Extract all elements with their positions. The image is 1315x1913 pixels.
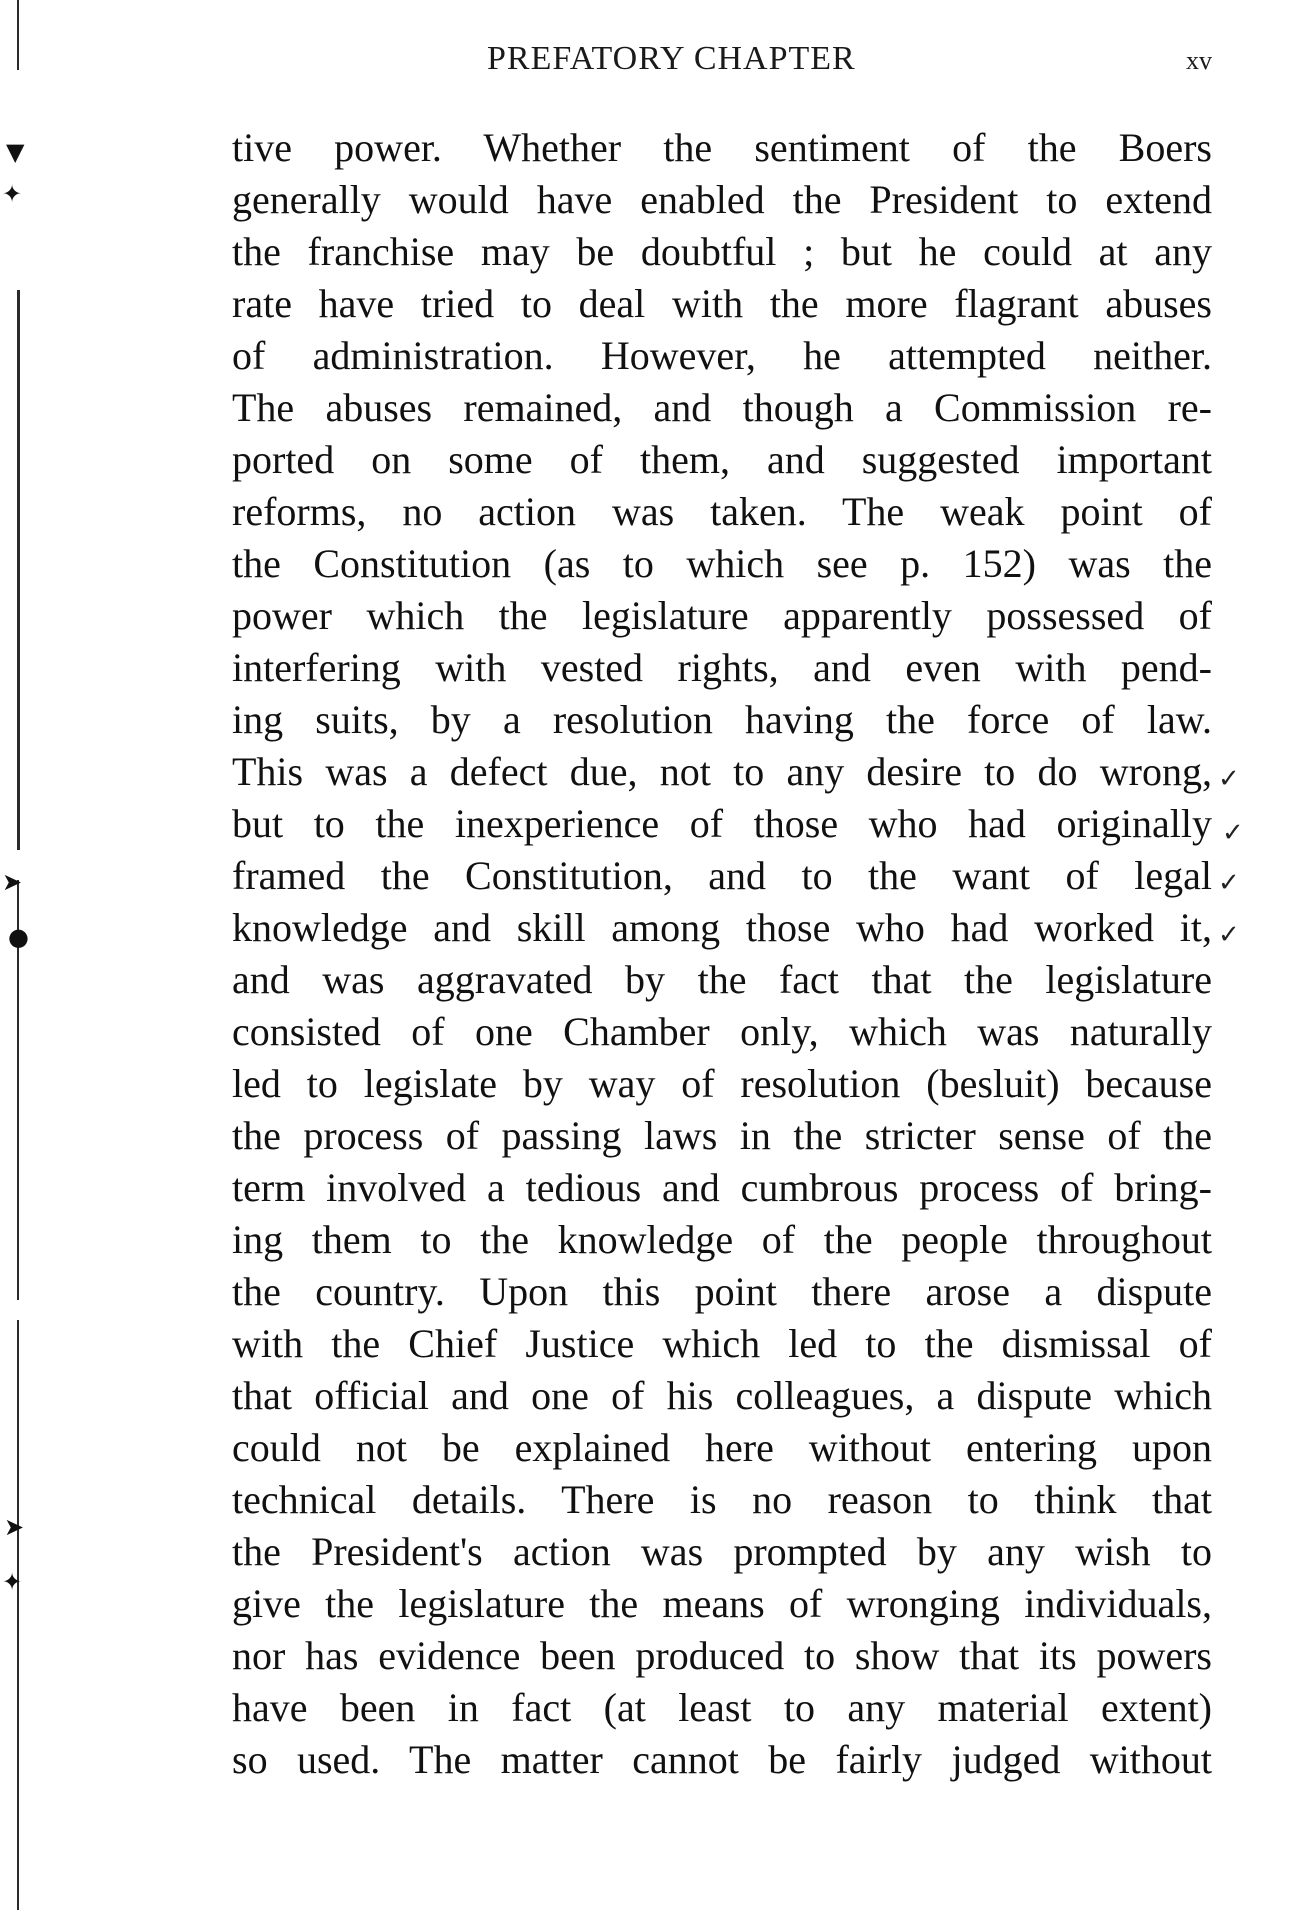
arrow-mark-icon: ▼ bbox=[6, 138, 25, 166]
arrow-mark-icon: ✦ bbox=[2, 180, 23, 208]
text-line: the Constitution (as to which see p. 152) was the bbox=[232, 541, 1212, 586]
text-line: have been in fact (at least to any material extent) bbox=[232, 1685, 1212, 1730]
arrow-mark-icon: ✦ bbox=[2, 1568, 23, 1596]
text-line: generally would have enabled the President to extend bbox=[232, 177, 1212, 222]
text-line: ported on some of them, and suggested important bbox=[232, 437, 1212, 482]
pencil-tick-icon: ✓ bbox=[1218, 868, 1240, 898]
text-line: reforms, no action was taken. The weak point of bbox=[232, 489, 1212, 534]
text-line: tive power. Whether the sentiment of the Boers bbox=[232, 125, 1212, 170]
body-text bbox=[232, 122, 1212, 1786]
text-line: the franchise may be doubtful ; but he could at any bbox=[232, 229, 1212, 274]
text-line: power which the legislature apparently possessed of bbox=[232, 593, 1212, 638]
text-line: ing them to the knowledge of the people throughout bbox=[232, 1217, 1212, 1262]
text-line: of administration. However, he attempted neither. bbox=[232, 333, 1212, 378]
text-line: nor has evidence been produced to show that its powers bbox=[232, 1633, 1212, 1678]
arrow-mark-icon: ➤ bbox=[2, 868, 23, 896]
pencil-tick-icon: ✓ bbox=[1218, 764, 1240, 794]
text-line: knowledge and skill among those who had worked it, bbox=[232, 905, 1212, 950]
text-line: that official and one of his colleagues, a dispute which bbox=[232, 1373, 1212, 1418]
text-line: the country. Upon this point there arose a dispute bbox=[232, 1269, 1212, 1314]
running-title: PREFATORY CHAPTER bbox=[487, 40, 856, 77]
text-line: consisted of one Chamber only, which was naturally bbox=[232, 1009, 1212, 1054]
text-line: but to the inexperience of those who had originally bbox=[232, 801, 1212, 846]
text-line: technical details. There is no reason to think that bbox=[232, 1477, 1212, 1522]
text-line: This was a defect due, not to any desire to do wrong, bbox=[232, 749, 1212, 794]
text-line: led to legislate by way of resolution (besluit) because bbox=[232, 1061, 1212, 1106]
text-line: the President's action was prompted by any wish to bbox=[232, 1529, 1212, 1574]
page-number: xv bbox=[1186, 46, 1212, 75]
text-line: ing suits, by a resolution having the force of law. bbox=[232, 697, 1212, 742]
left-edge-rule bbox=[17, 290, 20, 850]
text-line: the process of passing laws in the stricter sense of the bbox=[232, 1113, 1212, 1158]
left-edge-rule bbox=[17, 0, 19, 70]
text-line: could not be explained here without entering upon bbox=[232, 1425, 1212, 1470]
text-line: give the legislature the means of wronging individuals, bbox=[232, 1581, 1212, 1626]
text-line: framed the Constitution, and to the want of legal bbox=[232, 853, 1212, 898]
left-edge-rule bbox=[17, 1320, 19, 1910]
text-line: and was aggravated by the fact that the legislature bbox=[232, 957, 1212, 1002]
pencil-tick-icon: ✓ bbox=[1218, 920, 1240, 950]
text-line: so used. The matter cannot be fairly judged without bbox=[232, 1737, 1212, 1782]
text-line: term involved a tedious and cumbrous process of bring- bbox=[232, 1165, 1212, 1210]
pencil-tick-icon: ✓ bbox=[1222, 818, 1244, 848]
running-head bbox=[232, 40, 1212, 90]
text-line: rate have tried to deal with the more flagrant abuses bbox=[232, 281, 1212, 326]
arrow-mark-icon: ● bbox=[8, 923, 29, 951]
arrow-mark-icon: ➤ bbox=[4, 1513, 25, 1541]
text-line: with the Chief Justice which led to the dismissal of bbox=[232, 1321, 1212, 1366]
text-line: interfering with vested rights, and even with pend- bbox=[232, 645, 1212, 690]
text-line: The abuses remained, and though a Commission re- bbox=[232, 385, 1212, 430]
